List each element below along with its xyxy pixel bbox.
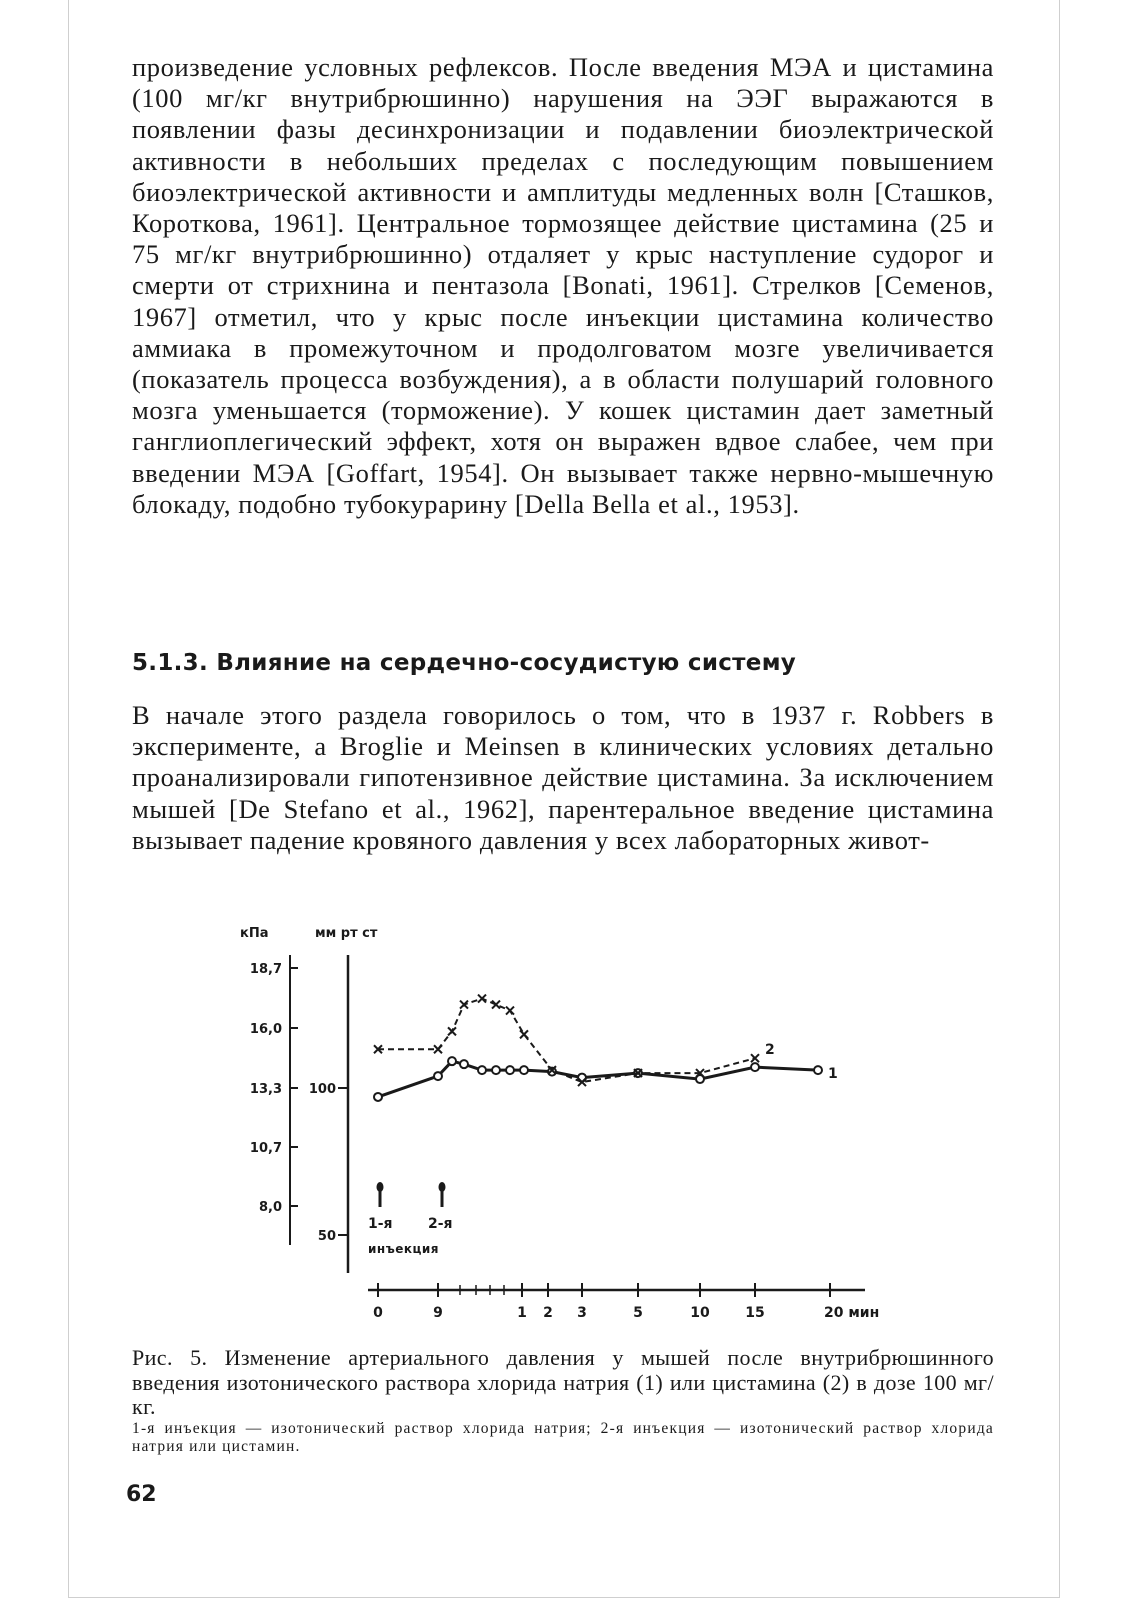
body-paragraph-2 [132,700,994,856]
x-tick-label: 2 [543,1305,553,1321]
section-heading: 5.1.3. Влияние на сердечно-сосудистую систему [132,650,797,676]
x-tick-label: 9 [433,1305,443,1321]
series-2-point [506,1007,514,1015]
series-1-point [460,1060,468,1068]
mmhg-ticks [309,1082,348,1244]
x-tick-label: 20 мин [824,1305,880,1321]
kpa-tick-label: 18,7 [249,962,282,977]
x-tick-label: 10 [690,1305,710,1321]
injection-1-label: 1-я [368,1216,393,1232]
caption-text: Рис. 5. Изменение артериального давления у мышей после внутрибрюшинного введения изотонического раствора хлорида натрия (1) или цистамина (2) в дозе 100 мг/кг. [132,1345,994,1419]
series-2-line [378,999,755,1082]
mmhg-tick-label: 100 [308,1082,336,1097]
x-ticks [373,1283,879,1321]
series-1-point [434,1072,442,1080]
injection-1-arrow [377,1182,384,1207]
series-1-point [520,1066,528,1074]
series-1-point [478,1066,486,1074]
series-1-point [506,1066,514,1074]
paragraph-text: произведение условных рефлексов. После введения МЭА и цистамина (100 мг/кг внутрибрюшинно) нарушения на ЭЭГ выражаются в появлении фазы десинхронизации и подавлении биоэлектрической активности в небольших пределах с последующим повышением биоэлектрической активности и амплитуды медленных волн [Сташков, Короткова, 1961]. Центральное тормозящее действие цистамина (25 и 75 мг/кг внутрибрюшинно) отдаляет у крыс наступление судорог и смерти от стрихнина и пентазола [Bonati, 1961]. Стрелков [Семенов, 1967] отметил, что у крыс после инъекции цистамина количество аммиака в промежуточном и продолговатом мозге увеличивается (показатель процесса возбуждения), а в области полушарий головного мозга уменьшается (торможение). У кошек цистамин дает заметный ганглиоплегический эффект, хотя он выражен вдвое слабее, чем при введении МЭА [Goffart, 1954]. Он вызывает также нервно-мышечную блокаду, подобно тубокурарину [Della Bella et al., 1953]. [132,52,994,519]
unit-kpa-label: кПа [240,926,269,941]
x-tick-label: 3 [577,1305,587,1321]
injection-2-label: 2-я [428,1216,453,1232]
series-1-point [448,1057,456,1065]
page-number: 62 [126,1482,157,1507]
series-1-point [751,1063,759,1071]
series-1-label: 1 [828,1066,838,1083]
kpa-tick-label: 8,0 [258,1200,282,1215]
series-2-point [478,995,486,1003]
injection-2-arrow [439,1182,446,1207]
series-1-point [374,1093,382,1101]
figure-caption [132,1346,994,1420]
series-2-point [434,1045,442,1053]
body-paragraph-1 [132,52,994,520]
x-tick-label: 5 [633,1305,643,1321]
series-2-point [751,1054,759,1062]
paragraph-text: В начале этого раздела говорилось о том, что в 1937 г. Robbers в эксперименте, а Broglie и Meinsen в клинических условиях детально проанализировали гипотензивное действие цистамина. За исключением мышей [De Stefano et al., 1962], парентеральное введение цистамина вызывает падение кровяного давления у всех лабораторных живот- [132,700,994,855]
injection-word-label: инъекция [368,1242,440,1256]
series-layer [374,995,838,1101]
note-text: 1-я инъекция — изотонический раствор хлорида натрия; 2-я инъекция — изотонический раствор хлорида натрия или цистамин. [132,1420,994,1455]
series-2-point [492,1001,500,1009]
blood-pressure-chart [220,915,900,1345]
series-2-label: 2 [765,1042,775,1059]
kpa-tick-label: 16,0 [249,1022,282,1037]
x-tick-label: 1 [517,1305,527,1321]
x-tick-label: 0 [373,1305,383,1321]
series-1-point [814,1066,822,1074]
mmhg-tick-label: 50 [317,1229,336,1244]
kpa-tick-label: 13,3 [249,1082,282,1097]
unit-mmhg-label: мм рт ст [315,926,378,941]
series-2-point [448,1027,456,1035]
series-1-point [492,1066,500,1074]
x-tick-label: 15 [745,1305,765,1321]
series-2-point [520,1030,528,1038]
kpa-tick-label: 10,7 [249,1141,282,1156]
figure-note [132,1420,994,1456]
